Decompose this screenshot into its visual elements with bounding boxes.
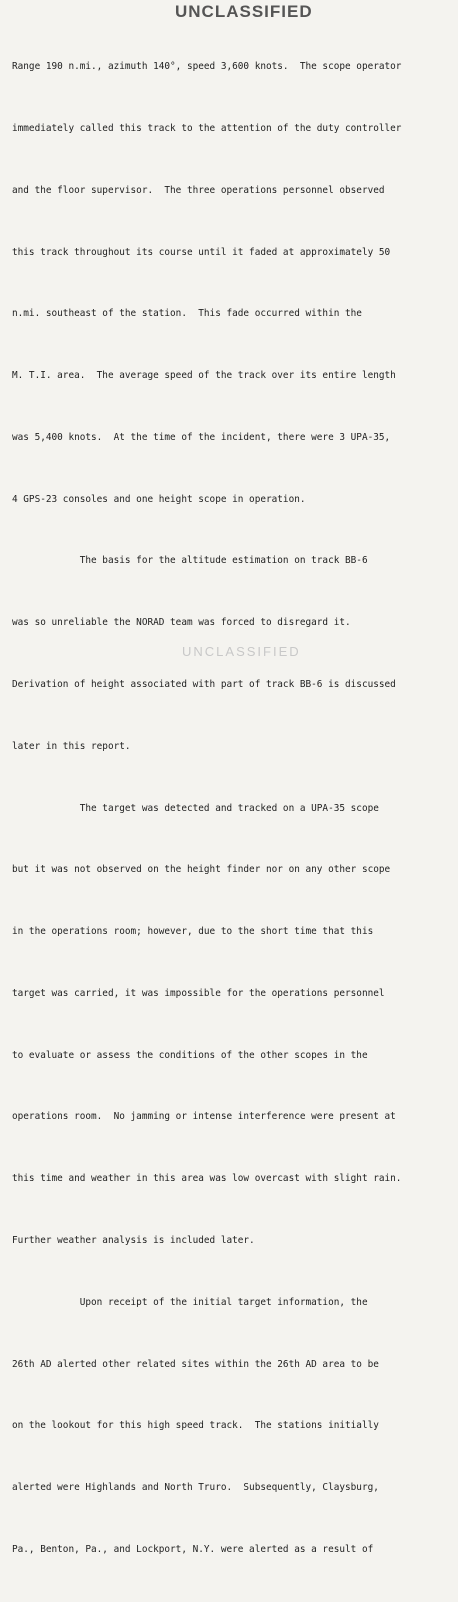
- text-line: n.mi. southeast of the station. This fade occurred within the: [12, 308, 362, 320]
- text-line: 4 GPS-23 consoles and one height scope in operation.: [12, 493, 306, 505]
- text-line: this track throughout its course until it faded at approximately 50: [12, 246, 391, 258]
- text-line: on the lookout for this high speed track. The stations initially: [12, 1420, 379, 1432]
- text-line: 26th AD alerted other related sites within the 26th AD area to be: [12, 1358, 379, 1370]
- text-line: was so unreliable the NORAD team was forced to disregard it.: [12, 617, 351, 629]
- text-line: later in this report.: [12, 740, 131, 752]
- text-line: this time and weather in this area was low overcast with slight rain.: [12, 1173, 402, 1185]
- text-line: Upon receipt of the initial target information, the: [12, 1296, 368, 1308]
- text-line: was 5,400 knots. At the time of the incident, there were 3 UPA-35,: [12, 431, 391, 443]
- text-line: in the operations room; however, due to the short time that this: [12, 926, 374, 938]
- text-line: immediately called this track to the attention of the duty controller: [12, 122, 402, 134]
- text-line: target was carried, it was impossible for the operations personnel: [12, 987, 385, 999]
- text-line: The target was detected and tracked on a UPA-35 scope: [12, 802, 379, 814]
- text-line: to evaluate or assess the conditions of the other scopes in the: [12, 1049, 368, 1061]
- document-body: [12, 16, 452, 1602]
- classification-stamp-bottom: UNCLASSIFIED: [182, 644, 301, 659]
- text-line: M. T.I. area. The average speed of the track over its entire length: [12, 370, 396, 382]
- text-line: Further weather analysis is included later.: [12, 1235, 255, 1247]
- text-line: Range 190 n.mi., azimuth 140°, speed 3,600 knots. The scope operator: [12, 61, 402, 73]
- text-line: and the floor supervisor. The three operations personnel observed: [12, 184, 385, 196]
- text-line: Derivation of height associated with part of track BB-6 is discussed: [12, 679, 396, 690]
- text-line: but it was not observed on the height finder nor on any other scope: [12, 864, 391, 876]
- text-line: alerted were Highlands and North Truro. Subsequently, Claysburg,: [12, 1482, 379, 1494]
- classification-stamp-top: UNCLASSIFIED: [175, 2, 313, 21]
- text-line: operations room. No jamming or intense interference were present at: [12, 1111, 396, 1123]
- text-line: The basis for the altitude estimation on track BB-6: [12, 555, 368, 567]
- text-line: Pa., Benton, Pa., and Lockport, N.Y. were alerted as a result of: [12, 1543, 374, 1555]
